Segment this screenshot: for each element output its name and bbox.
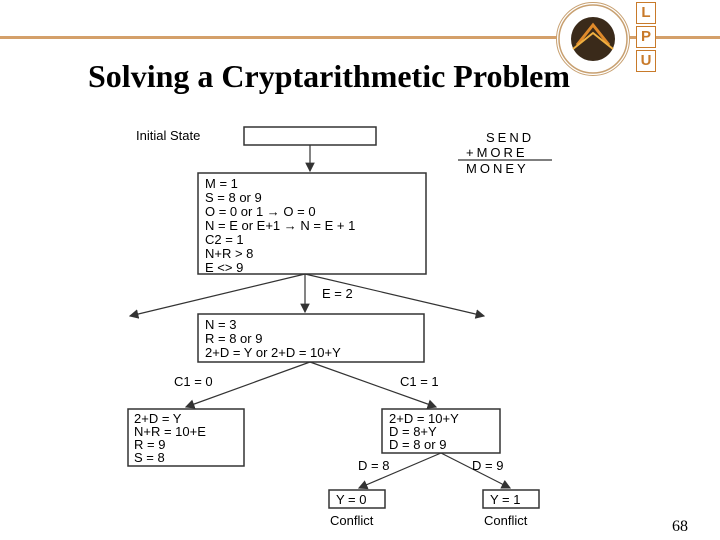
edge-label-c1-0: C1 = 0 <box>174 374 213 389</box>
puzzle-line-3: MONEY <box>466 161 529 176</box>
right-line: 2+D = 10+Y <box>389 411 459 426</box>
leaf-left-label: Y = 0 <box>336 492 367 507</box>
leaf-right-label: Y = 1 <box>490 492 521 507</box>
puzzle-line-1: SEND <box>486 130 535 145</box>
root-line: M = 1 <box>205 176 238 191</box>
edge-label-e2: E = 2 <box>322 286 353 301</box>
root-line: O = 0 or 1 → O = 0 <box>205 204 316 219</box>
left-line: S = 8 <box>134 450 165 465</box>
logo-letter-u: U <box>636 50 656 72</box>
node2-line: R = 8 or 9 <box>205 331 263 346</box>
edge-label-d9: D = 9 <box>472 458 504 473</box>
root-line: N+R > 8 <box>205 246 254 261</box>
root-line: E <> 9 <box>205 260 244 275</box>
edge-root-left <box>130 274 305 316</box>
node2-line: 2+D = Y or 2+D = 10+Y <box>205 345 341 360</box>
conflict-left-label: Conflict <box>330 513 374 528</box>
node2-line: N = 3 <box>205 317 237 332</box>
left-line: 2+D = Y <box>134 411 182 426</box>
puzzle-line-2: +MORE <box>466 145 528 160</box>
page-number: 68 <box>672 518 688 535</box>
logo-letter-p: P <box>636 26 656 48</box>
initial-state-label: Initial State <box>136 128 201 143</box>
left-line: N+R = 10+E <box>134 424 206 439</box>
left-line: R = 9 <box>134 437 166 452</box>
edge-label-c1-1: C1 = 1 <box>400 374 439 389</box>
root-line: S = 8 or 9 <box>205 190 262 205</box>
right-line: D = 8+Y <box>389 424 437 439</box>
initial-state-box <box>244 127 376 145</box>
logo-letter-l: L <box>636 2 656 24</box>
conflict-right-label: Conflict <box>484 513 528 528</box>
slide-title: Solving a Cryptarithmetic Problem <box>88 58 571 94</box>
right-line: D = 8 or 9 <box>389 437 447 452</box>
root-line: C2 = 1 <box>205 232 244 247</box>
edge-label-d8: D = 8 <box>358 458 390 473</box>
root-line: N = E or E+1 → N = E + 1 <box>205 218 356 233</box>
